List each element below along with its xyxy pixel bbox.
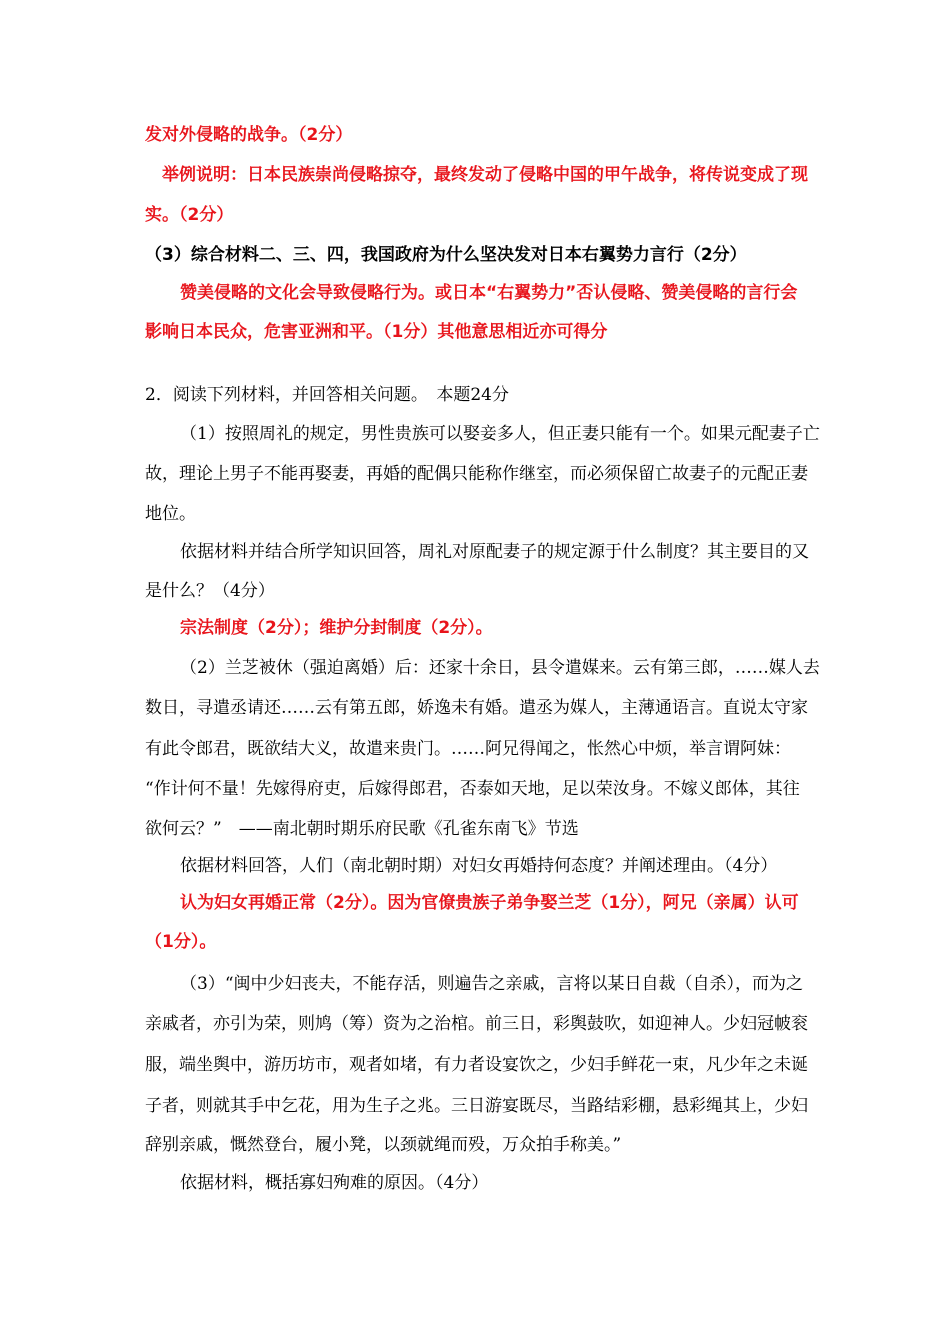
material-source: 欲何云？” ——南北朝时期乐府民歌《孔雀东南飞》节选 [145, 819, 579, 839]
answer-line: 实。（2分） [145, 205, 234, 225]
question-line: 依据材料并结合所学知识回答，周礼对原配妻子的规定源于什么制度？其主要目的又 [180, 542, 809, 562]
material-line: 数日，寻遣丞请还……云有第五郎，娇逸未有婚。遣丞为媒人，主薄通语言。直说太守家 [145, 698, 808, 718]
answer-line: 举例说明：日本民族崇尚侵略掠夺，最终发动了侵略中国的甲午战争，将传说变成了现 [162, 165, 808, 185]
material-line: “作计何不量！先嫁得府吏，后嫁得郎君，否泰如天地，足以荣汝身。不嫁义郎体，其往 [145, 779, 800, 799]
material-line: 子者，则就其手中乞花，用为生子之兆。三日游宴既尽，当路结彩棚，悬彩绳其上，少妇 [145, 1096, 808, 1116]
material-line: 有此令郎君，既欲结大义，故遣来贵门。……阿兄得闻之，怅然心中烦，举言谓阿妹： [145, 739, 791, 759]
answer-line: 赞美侵略的文化会导致侵略行为。或日本“右翼势力”否认侵略、赞美侵略的言行会 [180, 283, 798, 303]
question-line: 依据材料回答，人们（南北朝时期）对妇女再婚持何态度？并阐述理由。（4分） [180, 856, 778, 876]
answer-line: （1分）。 [145, 932, 217, 952]
question-line: 依据材料，概括寡妇殉难的原因。（4分） [180, 1173, 489, 1193]
answer-line: 发对外侵略的战争。（2分） [145, 125, 353, 145]
answer-line: 影响日本民众，危害亚洲和平。（1分）其他意思相近亦可得分 [145, 322, 608, 342]
material-line: 服，端坐舆中，游历坊市，观者如堵，有力者设宴饮之，少妇手鲜花一束，凡少年之未诞 [145, 1055, 808, 1075]
material-line: 故，理论上男子不能再娶妻，再婚的配偶只能称作继室，而必须保留亡故妻子的元配正妻 [145, 464, 808, 484]
question-heading: 2．阅读下列材料，并回答相关问题。 本题24分 [145, 385, 509, 405]
material-line: 地位。 [145, 504, 196, 524]
material-line: 亲戚者，亦引为荣，则鸠（筹）资为之治棺。前三日，彩舆鼓吹，如迎神人。少妇冠帔衮 [145, 1014, 808, 1034]
material-line: 辞别亲戚，慨然登台，履小凳，以颈就绳而殁，万众拍手称美。” [145, 1135, 622, 1155]
material-line: （3）“闽中少妇丧夫，不能存活，则遍告之亲戚，言将以某日自裁（自杀），而为之 [180, 974, 804, 994]
material-line: （1）按照周礼的规定，男性贵族可以娶妾多人，但正妻只能有一个。如果元配妻子亡 [180, 424, 820, 444]
question-line: 是什么？（4分） [145, 581, 275, 601]
answer-line: 宗法制度（2分）；维护分封制度（2分）。 [180, 618, 493, 638]
material-line: （2）兰芝被休（强迫离婚）后：还家十余日，县令遣媒来。云有第三郎，……媒人去 [180, 658, 820, 678]
answer-line: 认为妇女再婚正常（2分）。因为官僚贵族子弟争娶兰芝（1分），阿兄（亲属）认可 [180, 893, 799, 913]
question-line: （3）综合材料二、三、四，我国政府为什么坚决发对日本右翼势力言行（2分） [145, 245, 747, 265]
